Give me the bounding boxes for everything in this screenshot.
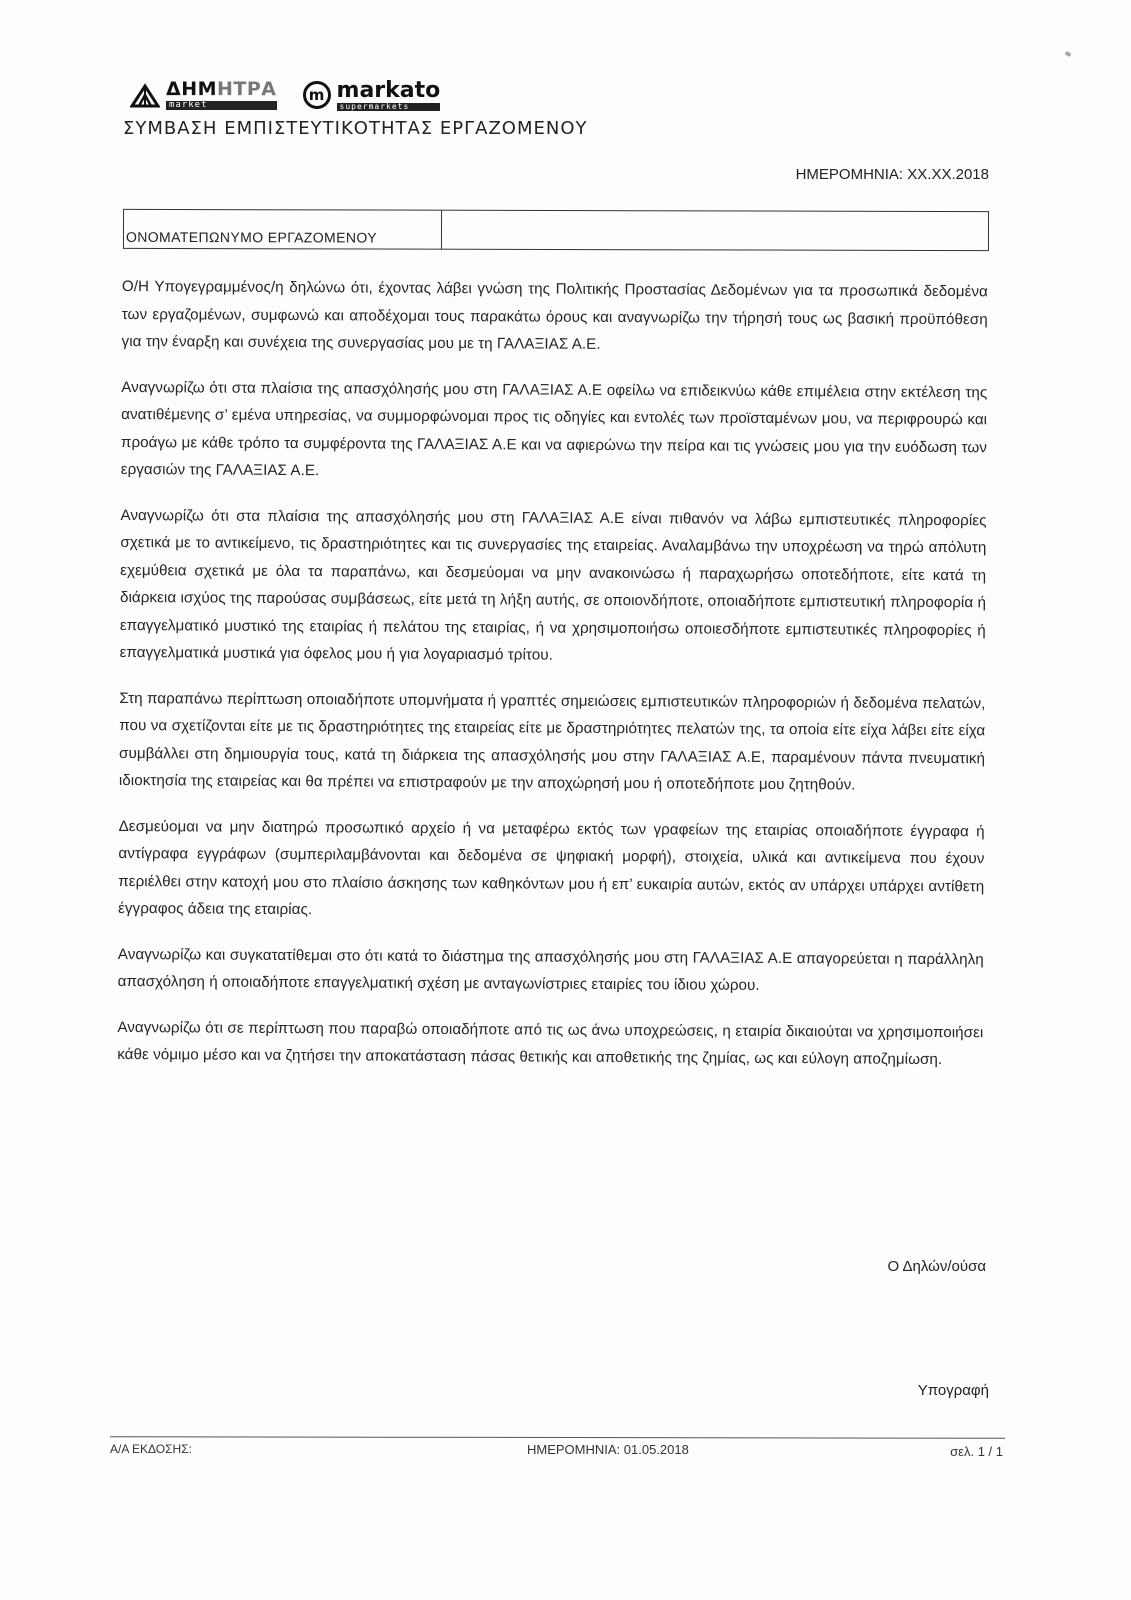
markato-mark-icon: m <box>303 81 331 109</box>
employee-name-field[interactable] <box>442 211 988 250</box>
paragraph-4: Στη παραπάνω περίπτωση οποιαδήποτε υπομνήματα ή γραπτές σημειώσεις εμπιστευτικών πληροφοριών ή δεδομένα πελατών, που να σχετίζονται είτε με τις δραστηριότητες της εταιρείας είτε με δραστηριότητες πελατών της, τα οποία είτε είχα λάβει είτε είχα συμβάλλει στη δημιουργία τους, κατά τη διάρκεια της απασχόλησής μου στην ΓΑΛΑΞΙΑΣ Α.Ε, παραμένουν πάντα πνευματική ιδιοκτησία της εταιρείας και θα πρέπει να επιστραφούν με την αποχώρησή μου ή οποτεδήποτε μου ζητηθούν. <box>118 689 986 794</box>
paragraph-6: Αναγνωρίζω και συγκατατίθεμαι στο ότι κατά το διάστημα της απασχόλησής μου στη ΓΑΛΑΞΙΑΣ Α.Ε απαγορεύεται η παράλληλη απασχόληση ή οποιαδήποτε επαγγελματική σχέση με ανταγωνίστριες εταιρίες του ίδιου χώρου. <box>117 945 984 994</box>
markato-brand: markato <box>336 77 441 103</box>
markato-wordmark <box>336 77 441 111</box>
employee-name-label: ΟΝΟΜΑΤΕΠΩΝΥΜΟ ΕΡΓΑΖΟΜΕΝΟΥ <box>124 210 442 249</box>
markato-subtitle: supermarkets <box>337 103 441 111</box>
header-logos <box>130 78 440 112</box>
signature-label: Υπογραφή <box>917 1382 989 1399</box>
document-date: ΗΜΕΡΟΜΗΝΙΑ: XX.XX.2018 <box>795 166 989 183</box>
paragraph-7: Αναγνωρίζω ότι σε περίπτωση που παραβώ οποιαδήποτε από τις ως άνω υποχρεώσεις, η εταιρία δικαιούται να χρησιμοποιήσει κάθε νόμιμο μέσο και να ζητήσει την αποκατάσταση πάσας θετικής και αποθετικής της ζημίας, ως και εύλογη αποζημίωση. <box>117 1018 984 1069</box>
footer-issue-number: Α/Α ΕΚΔΟΣΗΣ: <box>110 1442 192 1456</box>
paragraph-1: Ο/Η Υπογεγραμμένος/η δηλώνω ότι, έχοντας λάβει γνώση της Πολιτικής Προστασίας Δεδομένων για τα προσωπικά δεδομένα των εργαζομένων, συμφωνώ και αποδέχομαι τους παρακάτω όρους και αναγνωρίζω την τήρησή τους ως βασική προϋπόθεση για την έναρξη και συνέχεια της συνεργασίας μου με τη ΓΑΛΑΞΙΑΣ Α.Ε. <box>121 277 988 353</box>
paragraph-2: Αναγνωρίζω ότι στα πλαίσια της απασχόλησής μου στη ΓΑΛΑΞΙΑΣ Α.Ε οφείλω να επιδεικνύω κάθε επιμέλεια στην εκτέλεση της ανατιθέμενης σ’ εμένα υπηρεσίας, να συμμορφώνομαι προς τις οδηγίες και εντολές των προϊσταμένων μου, να περιφρουρώ και προάγω με κάθε τρόπο τα συμφέροντα της ΓΑΛΑΞΙΑΣ Α.Ε και να αφιερώνω την πείρα και τις γνώσεις μου για την ευόδωση των εργασιών της ΓΑΛΑΞΙΑΣ Α.Ε. <box>120 378 988 480</box>
dimitra-wordmark <box>166 80 277 110</box>
footer-date: ΗΜΕΡΟΜΗΝΙΑ: 01.05.2018 <box>527 1442 689 1457</box>
declarant-label: Ο Δηλών/ούσα <box>887 1258 986 1275</box>
document-body <box>117 273 988 1092</box>
paragraph-3: Αναγνωρίζω ότι στα πλαίσια της απασχόλησής μου στη ΓΑΛΑΞΙΑΣ Α.Ε είναι πιθανόν να λάβω εμπιστευτικές πληροφορίες σχετικά με το αντικείμενο, τις δραστηριότητες και τις συνεργασίες της εταιρείας. Αναλαμβάνω την υποχρέωση να τηρώ απόλυτη εχεμύθεια σχετικά με όλα τα παραπάνω, και δεσμεύομαι να μην ανακοινώσω ή παραχωρήσω οποτεδήποτε, είτε κατά τη διάρκεια ισχύος της παρούσας συμβάσεως, είτε μετά τη λήξη αυτής, σε οποιονδήποτε, οποιαδήποτε εμπιστευτική πληροφορία ή επαγγελματικό μυστικό της εταιρίας ή πελάτου της εταιρίας, ή να χρησιμοποιήσω οποιεσδήποτε εμπιστευτικές πληροφορίες ή επαγγελματικά μυστικά για όφελος μου ή για λογαριασμό τρίτου. <box>119 506 987 664</box>
footer-divider <box>110 1436 1005 1439</box>
dimitra-subtitle: market <box>166 101 277 110</box>
markato-logo <box>303 77 441 111</box>
wheat-icon <box>130 82 160 108</box>
dimitra-logo <box>130 80 277 110</box>
footer-page-number: σελ. 1 / 1 <box>950 1444 1003 1459</box>
employee-name-box <box>123 209 989 251</box>
document-title: ΣΥΜΒΑΣΗ ΕΜΠΙΣΤΕΥΤΙΚΟΤΗΤΑΣ ΕΡΓΑΖΟΜΕΝΟΥ <box>123 118 588 139</box>
scan-speck <box>1064 51 1071 57</box>
paragraph-5: Δεσμεύομαι να μην διατηρώ προσωπικό αρχείο ή να μεταφέρω εκτός των γραφείων της εταιρίας οποιαδήποτε έγγραφα ή αντίγραφα εγγράφων (συμπεριλαμβάνονται και δεδομένα σε ψηφιακή μορφή), στοιχεία, υλικά και αντικείμενα που έχουν περιέλθει στην κατοχή μου στο πλαίσιο άσκησης των καθηκόντων μου ή επ’ ευκαιρία αυτών, εκτός αν υπάρχει υπάρχει αντίθετη έγγραφος άδεια της εταιρίας. <box>118 817 985 919</box>
dimitra-brand: ΔΗΜΗΤΡΑ <box>166 78 277 100</box>
